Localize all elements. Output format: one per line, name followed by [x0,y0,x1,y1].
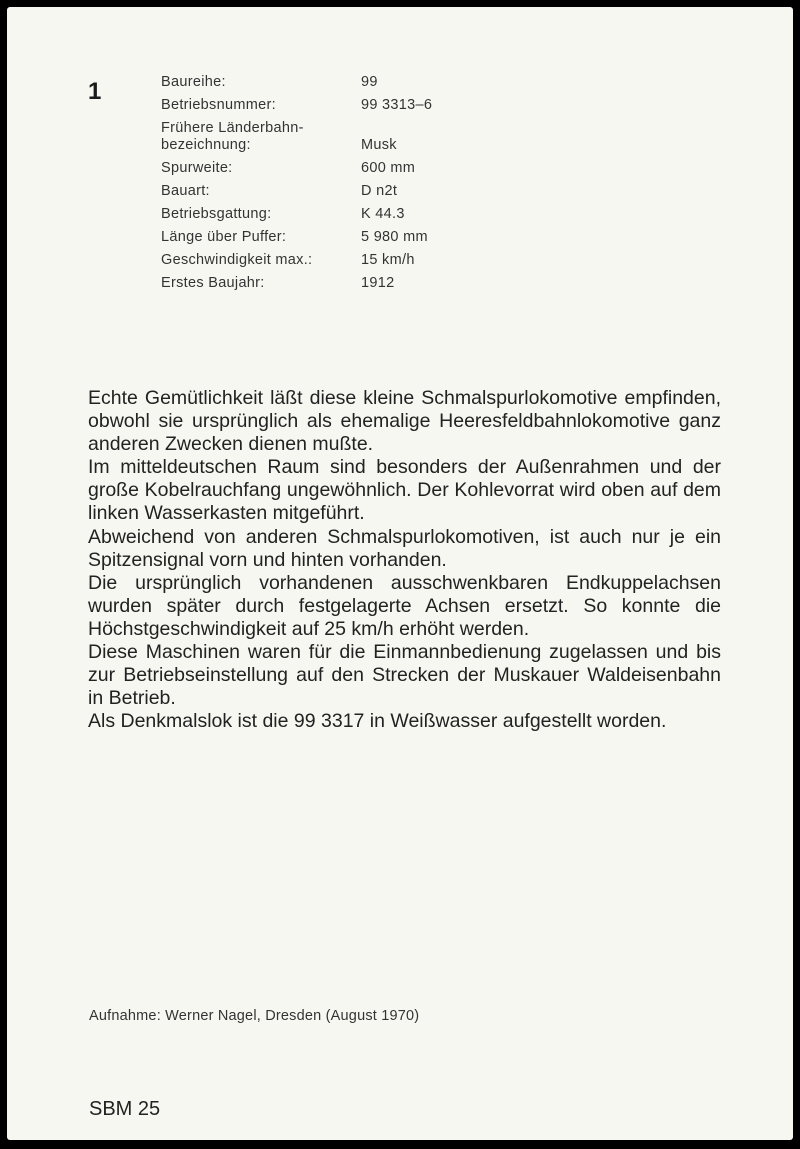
description-text [88,387,721,733]
photo-credit: Aufnahme: Werner Nagel, Dresden (August 1970) [89,1008,420,1024]
spec-value: Musk [361,137,397,153]
spec-row-laenge [161,229,432,252]
specifications-table [161,74,432,298]
series-code: SBM 25 [89,1098,161,1120]
spec-value: 1912 [361,275,395,291]
spec-row-bauart [161,183,432,206]
spec-row-laenderbahnbezeichnung [161,120,432,160]
spec-label: Spurweite: [161,160,233,176]
spec-label: Länge über Puffer: [161,229,287,245]
spec-row-geschwindigkeit [161,252,432,275]
description-paragraph: Im mitteldeutschen Raum sind besonders der Außenrahmen und der große Kobelrauchfang ungewöhnlich. Der Kohlevorrat wird oben auf dem linken Wasserkasten mitgeführt. [88,456,721,525]
spec-value: 99 [361,74,378,90]
spec-value: D n2t [361,183,398,199]
spec-value: 99 3313–6 [361,97,433,113]
spec-row-baujahr [161,275,432,298]
spec-row-betriebsnummer [161,97,432,120]
spec-value: 600 mm [361,160,416,176]
description-paragraph: Die ursprünglich vorhandenen ausschwenkbaren Endkuppelachsen wurden später durch festgelagerte Achsen ersetzt. So konnte die Höchstgeschwindigkeit auf 25 km/h erhöht werden. [88,571,721,640]
spec-row-baureihe [161,74,432,97]
spec-label: Baureihe: [161,74,226,90]
spec-label: Betriebsgattung: [161,206,272,222]
spec-label: Geschwindigkeit max.: [161,252,313,268]
spec-label: Bauart: [161,183,210,199]
spec-label: Betriebsnummer: [161,97,276,113]
spec-label: Erstes Baujahr: [161,275,265,291]
spec-row-betriebsgattung [161,206,432,229]
spec-value: K 44.3 [361,206,405,222]
description-paragraph: Abweichend von anderen Schmalspurlokomotiven, ist auch nur je ein Spitzensignal vorn und hinten vorhanden. [88,525,721,571]
spec-row-spurweite [161,160,432,183]
spec-value: 5 980 mm [361,229,428,245]
description-paragraph: Echte Gemütlichkeit läßt diese kleine Schmalspurlokomotive empfinden, obwohl sie ursprünglich als ehemalige Heeresfeldbahnlokomotive ganz anderen Zwecken dienen mußte. [88,387,721,456]
spec-value: 15 km/h [361,252,415,268]
description-paragraph: Diese Maschinen waren für die Einmannbedienung zugelassen und bis zur Betriebseinstellung auf den Strecken der Muskauer Waldeisenbahn in Betrieb. [88,641,721,710]
collector-card [7,7,793,1140]
spec-label: Frühere Länderbahn- bezeichnung: [161,120,304,153]
card-number: 1 [88,78,102,105]
description-paragraph: Als Denkmalslok ist die 99 3317 in Weißwasser aufgestellt worden. [88,710,667,733]
